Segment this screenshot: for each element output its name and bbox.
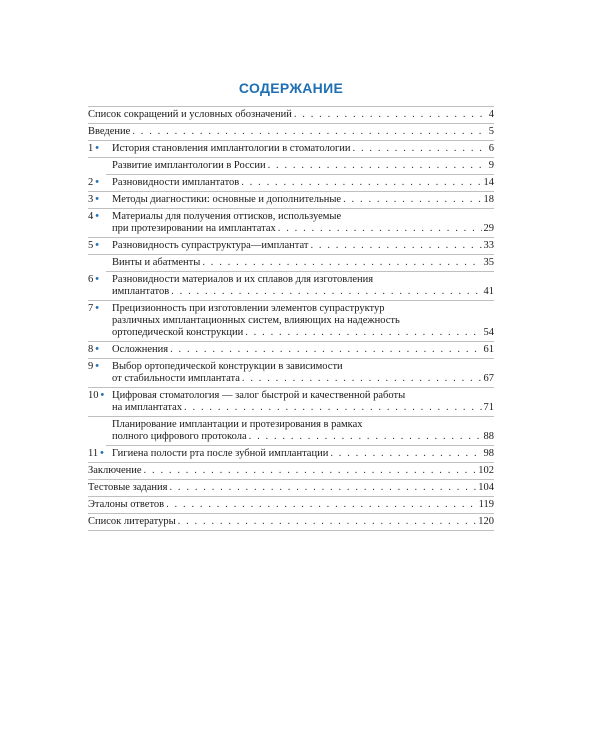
entry-title: История становления имплантологии в стоматологии [112,143,351,154]
page-number: 102 [478,465,494,476]
entry-title-line: различных имплантационных систем, влияющих на надежность [112,315,400,326]
page-number: 119 [478,499,494,510]
toc-entry[interactable] [88,124,494,141]
toc-entry[interactable] [88,514,494,531]
entry-title-line: Планирование имплантации и протезирования в рамках [112,419,363,430]
page-number: 5 [488,126,494,137]
entry-title: Разновидность супраструктура—имплантат [112,240,309,251]
toc-entry[interactable] [88,359,494,388]
dot-leader [343,194,481,206]
dot-leader [202,257,481,269]
chapter-number [88,194,102,206]
entry-title: при протезировании на имплантатах [112,223,276,234]
bullet-icon: • [95,303,99,314]
chapter-number-text: 2 [88,177,94,188]
entry-title-line: Разновидности материалов и их сплавов для изготовления [112,274,374,285]
toc-entry[interactable] [88,209,494,238]
dot-leader [245,327,481,339]
toc-entry[interactable] [88,388,494,417]
dot-leader [170,344,481,356]
page-number: 35 [483,257,494,268]
bullet-icon: • [100,390,105,401]
toc-entry[interactable] [88,446,494,463]
dot-leader [169,482,476,494]
toc-entry[interactable] [88,272,494,301]
chapter-number-text: 10 [88,390,99,401]
entry-title: имплантатов [112,286,170,297]
dot-leader [249,431,482,443]
dot-leader [268,160,487,172]
toc-entry[interactable] [88,480,494,497]
bullet-icon: • [95,274,99,285]
page-number: 29 [483,223,494,234]
entry-title: Эталоны ответов [88,499,165,510]
toc-entry[interactable] [88,497,494,514]
toc-page [88,80,494,531]
entry-title-line: Цифровая стоматология — залог быстрой и качественной работы [112,390,406,401]
dot-leader [353,143,487,155]
entry-title: полного цифрового протокола [112,431,247,442]
toc-entry[interactable] [88,238,494,255]
toc-entry[interactable] [88,342,494,359]
entry-title: Осложнения [112,344,169,355]
bullet-icon: • [95,211,99,222]
page-number: 71 [483,402,494,413]
bullet-icon: • [100,448,104,459]
toc-entry[interactable] [88,141,494,158]
table-of-contents [88,106,494,531]
bullet-icon: • [95,361,99,372]
page-number: 61 [483,344,494,355]
entry-title: Введение [88,126,131,137]
toc-entry[interactable] [88,175,494,192]
dot-leader [242,373,482,385]
chapter-number [88,177,102,189]
entry-title: Список сокращений и условных обозначений [88,109,292,120]
bullet-icon: • [95,194,99,205]
dot-leader [144,465,477,477]
dot-leader [330,448,481,460]
toc-entry[interactable] [106,255,494,272]
entry-title-line: Материалы для получения оттисков, используемые [112,211,342,222]
page-number: 4 [488,109,494,120]
toc-entry[interactable] [88,192,494,209]
page-number: 98 [483,448,494,459]
chapter-number-text: 3 [88,194,94,205]
chapter-number [88,448,107,460]
entry-title-line: Прецизионность при изготовлении элементов супраструктур [112,303,385,314]
entry-title: Заключение [88,465,142,476]
page-number: 41 [483,286,494,297]
page-number: 18 [483,194,494,205]
dot-leader [178,516,477,528]
page-number: 104 [478,482,494,493]
page-number: 33 [483,240,494,251]
chapter-number [88,274,102,286]
dot-leader [278,223,482,235]
chapter-number-text: 11 [88,448,99,459]
entry-title: от стабильности имплантата [112,373,240,384]
entry-title: Список литературы [88,516,176,527]
toc-entry[interactable] [106,158,494,175]
dot-leader [171,286,481,298]
toc-entry[interactable] [88,463,494,480]
page-number: 67 [483,373,494,384]
toc-entry[interactable] [106,417,494,446]
dot-leader [241,177,481,189]
chapter-number [88,240,102,252]
entry-title: Тестовые задания [88,482,168,493]
entry-title: Гигиена полости рта после зубной имплантации [112,448,329,459]
page-number: 88 [483,431,494,442]
dot-leader [310,240,481,252]
page-number: 54 [483,327,494,338]
entry-title: Разновидности имплантатов [112,177,240,188]
entry-title: Винты и абатменты [112,257,201,268]
chapter-number-text: 9 [88,361,94,372]
dot-leader [166,499,477,511]
chapter-number [88,303,102,315]
page-number: 6 [488,143,494,154]
chapter-number-text: 1 [88,143,94,154]
page-number: 120 [478,516,494,527]
chapter-number [88,143,102,155]
entry-title-line: Выбор ортопедической конструкции в зависимости [112,361,343,372]
chapter-number [88,344,102,356]
chapter-number-text: 4 [88,211,94,222]
entry-title: Развитие имплантологии в России [112,160,266,171]
chapter-number [88,361,102,373]
chapter-number-text: 7 [88,303,94,314]
dot-leader [132,126,486,138]
bullet-icon: • [95,240,99,251]
toc-entry[interactable] [88,107,494,124]
entry-title: Методы диагностики: основные и дополнительные [112,194,342,205]
entry-title: ортопедической конструкции [112,327,244,338]
dot-leader [184,402,481,414]
toc-entry[interactable] [88,301,494,342]
chapter-number [88,390,107,402]
page-title: СОДЕРЖАНИЕ [238,80,344,96]
chapter-number-text: 5 [88,240,94,251]
bullet-icon: • [95,143,99,154]
page-number: 9 [488,160,494,171]
page-number: 14 [483,177,494,188]
chapter-number-text: 8 [88,344,94,355]
chapter-number-text: 6 [88,274,94,285]
entry-title: на имплантатах [112,402,183,413]
dot-leader [294,109,487,121]
chapter-number [88,211,102,223]
bullet-icon: • [95,177,99,188]
bullet-icon: • [95,344,99,355]
